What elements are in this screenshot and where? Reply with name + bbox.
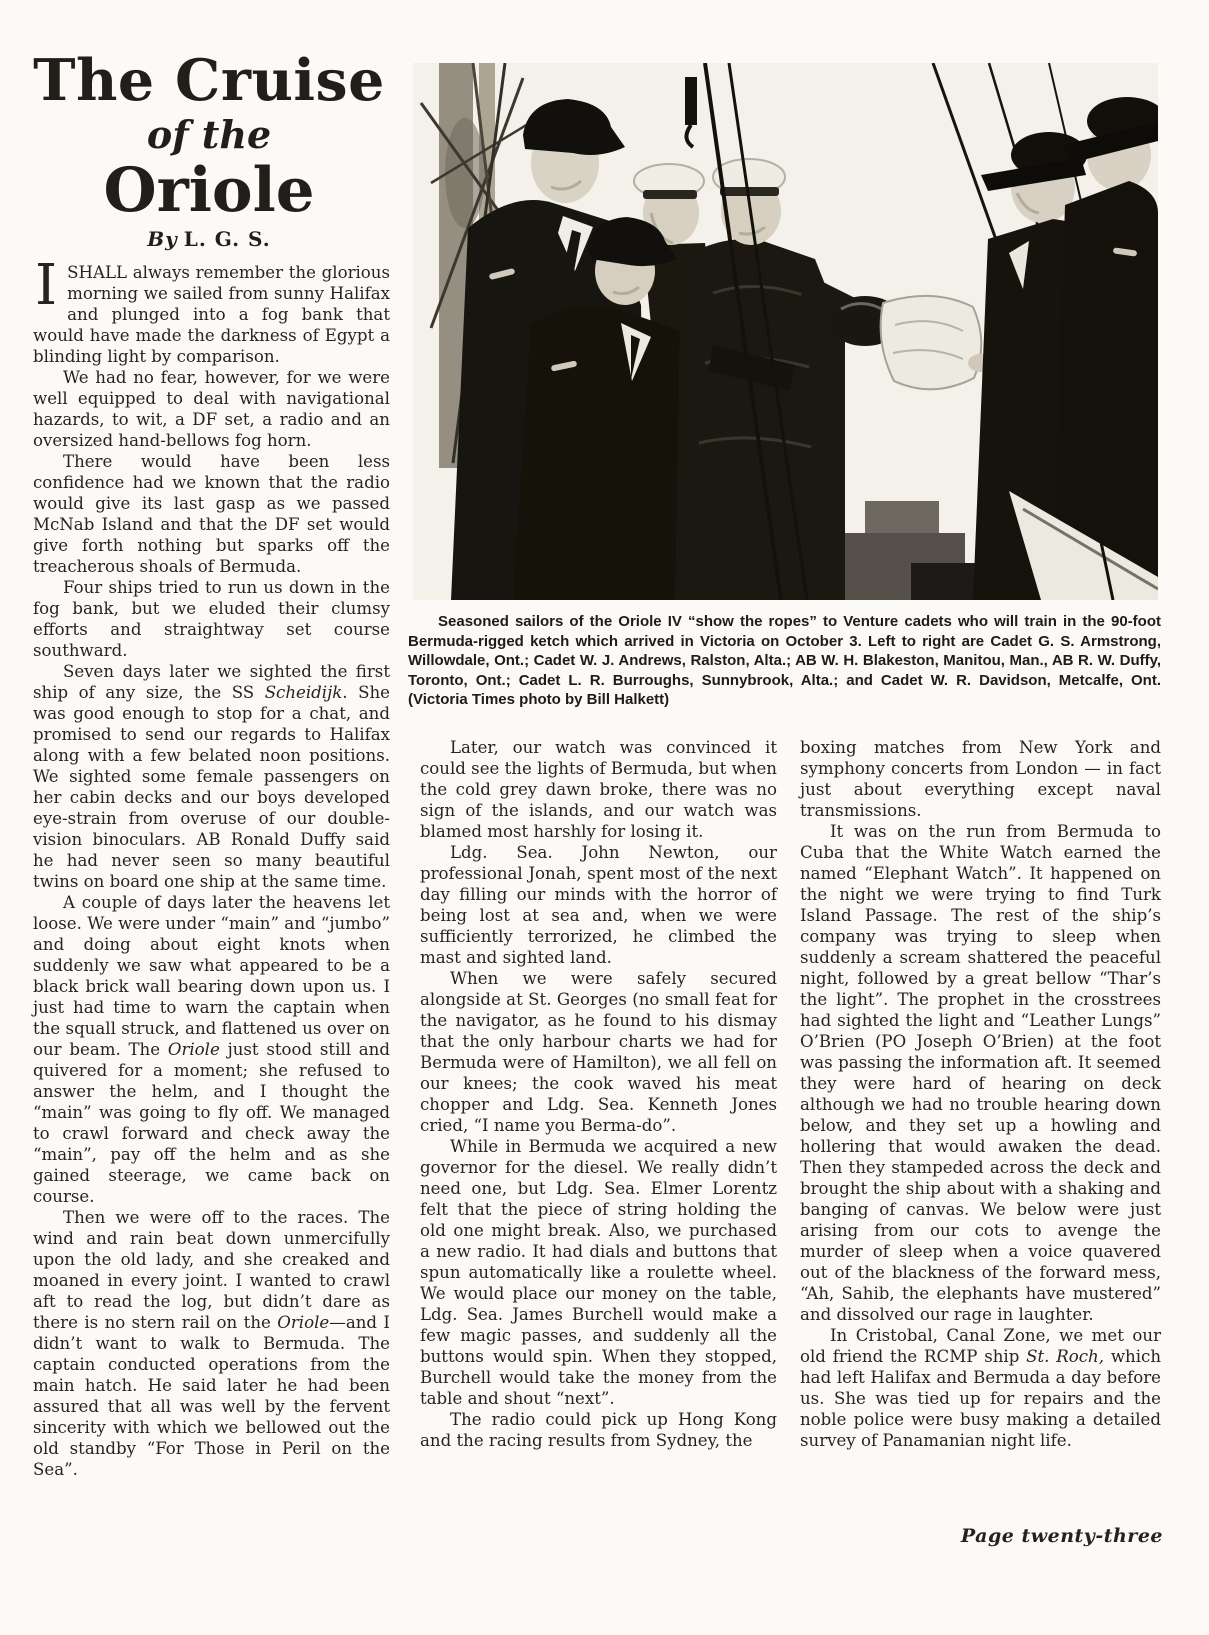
article-title-line-2: of the <box>146 112 272 157</box>
byline <box>28 224 390 254</box>
article-paragraph <box>33 367 390 451</box>
byline-prefix: By <box>147 227 178 251</box>
body-text: boxing matches from New York and symphony concerts from London — in fact just about everything except naval transmissions. <box>800 738 1161 820</box>
body-text: There would have been less confidence had we known that the radio would give its last gasp as we passed McNab Island and that the DF set would give forth nothing but sparks off the treacherous shoals of Bermuda. <box>33 452 390 576</box>
article-paragraph <box>420 737 777 842</box>
article-paragraph <box>33 451 390 577</box>
body-text: . She was good enough to stop for a chat, and promised to send our regards to Halifax along with a few belated noon positions. We sighted some female passengers on her cabin decks and our boys developed eye-strain from overuse of our double-vision binoculars. AB Ronald Duffy said he had never seen so many beautiful twins on board one ship at the same time. <box>33 683 390 891</box>
article-paragraph <box>33 1207 390 1480</box>
body-text: Four ships tried to run us down in the fog bank, but we eluded their clumsy efforts and straightway set course southward. <box>33 578 390 660</box>
byline-author: L. G. S. <box>183 227 271 251</box>
italic-text: Scheidijk <box>264 683 343 702</box>
article-column-middle <box>420 737 777 1451</box>
drop-cap: I <box>35 253 58 318</box>
body-text: Then we were off to the races. The wind and rain beat down unmercifully upon the old lady, and she creaked and moaned in every joint. I wanted to crawl aft to read the log, but didn’t dare as there is no stern rail on the <box>33 1208 390 1332</box>
article-paragraph <box>800 1325 1161 1451</box>
article-paragraph <box>420 1409 777 1451</box>
body-text: Ldg. Sea. John Newton, our professional Jonah, spent most of the next day filling our minds with the horror of being lost at sea and, when we were sufficiently terrorized, he climbed the mast and sighted land. <box>420 843 777 967</box>
photo-caption: Seasoned sailors of the Oriole IV “show the ropes” to Venture cadets who will train in the 90-foot Bermuda-rigged ketch which arrived in Victoria on October 3. Left to right are Cadet G. S. Armstrong, Willowdale, Ont.; Cadet W. J. Andrews, Ralston, Alta.; AB W. H. Blakeston, Manitou, Man., AB R. W. Duffy, Toronto, Ont.; Cadet L. R. Burroughs, Sunnybrook, Alta.; and Cadet W. R. Davidson, Metcalfe, Ont. (Victoria Times photo by Bill Halkett) <box>408 613 1161 708</box>
article-column-right <box>800 737 1161 1451</box>
article-paragraph <box>33 661 390 892</box>
italic-text: Oriole <box>277 1313 330 1332</box>
body-text: —and I didn’t want to walk to Bermuda. The captain conducted operations from the main hatch. He said later he had been assured that all was well by the fervent sincerity with which we bellowed out the old standby “For Those in Peril on the Sea”. <box>33 1313 390 1479</box>
body-text: The radio could pick up Hong Kong and the racing results from Sydney, the <box>420 1410 777 1450</box>
body-text: Later, our watch was convinced it could see the lights of Bermuda, but when the cold grey dawn broke, there was no sign of the islands, and our watch was blamed most harshly for losing it. <box>420 738 777 841</box>
photo-sailors-on-ketch <box>413 63 1158 600</box>
italic-text: Oriole <box>167 1040 220 1059</box>
italic-text: St. Roch, <box>1026 1347 1105 1366</box>
article-title-line-1: The Cruise <box>33 47 385 114</box>
article-paragraph <box>800 737 1161 821</box>
body-text: which had left Halifax and Bermuda a day before us. She was tied up for repairs and the noble police were busy making a detailed survey of Panamanian night life. <box>800 1347 1162 1450</box>
body-text: When we were safely secured alongside at St. Georges (no small feat for the navigator, as he found to his dismay that the only harbour charts we had for Bermuda were of Hamilton), we all fell on our knees; the cook waved his meat chopper and Ldg. Sea. Kenneth Jones cried, “I name you Berma-do”. <box>420 969 777 1135</box>
body-text: A couple of days later the heavens let loose. We were under “main” and “jumbo” and doing about eight knots when suddenly we saw what appeared to be a black brick wall bearing down upon us. I just had time to warn the captain when the squall struck, and flattened us over on our beam. The <box>33 893 390 1059</box>
article-title-block <box>28 47 390 254</box>
body-text: It was on the run from Bermuda to Cuba that the White Watch earned the named “Elephant Watch”. It happened on the night we were trying to find Turk Island Passage. The rest of the ship’s company was trying to sleep when suddenly a scream shattered the peaceful night, followed by a great bellow “Thar’s the light”. The prophet in the crosstrees had sighted the light and “Leather Lungs” O’Brien (PO Joseph O’Brien) at the foot was passing the information aft. It seemed they were hard of hearing on deck although we had no trouble hearing down below, and they set up a howling and hollering that would awaken the dead. Then they stampeded across the deck and brought the ship about with a shaking and banging of canvas. We below were just arising from our cots to avenge the murder of sleep when a voice quavered out of the blackness of the forward mess, “Ah, Sahib, the elephants have mustered” and dissolved our rage in laughter. <box>800 822 1161 1324</box>
article-paragraph <box>420 842 777 968</box>
article-paragraph <box>33 892 390 1207</box>
page-number: Page twenty-three <box>960 1525 1163 1547</box>
body-text: Seven days later we sighted the first ship of any size, the SS <box>33 662 390 702</box>
article-paragraph <box>33 253 390 367</box>
article-paragraph <box>33 577 390 661</box>
body-text: In Cristobal, Canal Zone, we met our old friend the RCMP ship <box>800 1326 1161 1366</box>
article-paragraph <box>420 968 777 1136</box>
article-column-left <box>33 253 390 1480</box>
body-text: While in Bermuda we acquired a new governor for the diesel. We really didn’t need one, but Ldg. Sea. Elmer Lorentz felt that the piece of string holding the old one might break. Also, we purchased a new radio. It had dials and buttons that spun automatically like a roulette wheel. We would place our money on the table, Ldg. Sea. James Burchell would make a few magic passes, and suddenly all the buttons would spin. When they stopped, Burchell would take the money from the table and shout “next”. <box>420 1137 777 1408</box>
article-paragraph <box>420 1136 777 1409</box>
article-title-line-3: Oriole <box>103 155 315 226</box>
body-text: SHALL always remember the glorious morning we sailed from sunny Halifax and plunged into a fog bank that would have made the darkness of Egypt a blinding light by comparison. <box>33 263 390 366</box>
article-paragraph <box>800 821 1161 1325</box>
body-text: We had no fear, however, for we were well equipped to deal with navigational hazards, to wit, a DF set, a radio and an oversized hand-bellows fog horn. <box>33 368 390 450</box>
body-text: just stood still and quivered for a moment; she refused to answer the helm, and I thought the “main” was going to fly off. We managed to crawl forward and check away the “main”, pay off the helm and as she gained steerage, we came back on course. <box>33 1040 390 1206</box>
photo-illustration <box>413 63 1158 600</box>
